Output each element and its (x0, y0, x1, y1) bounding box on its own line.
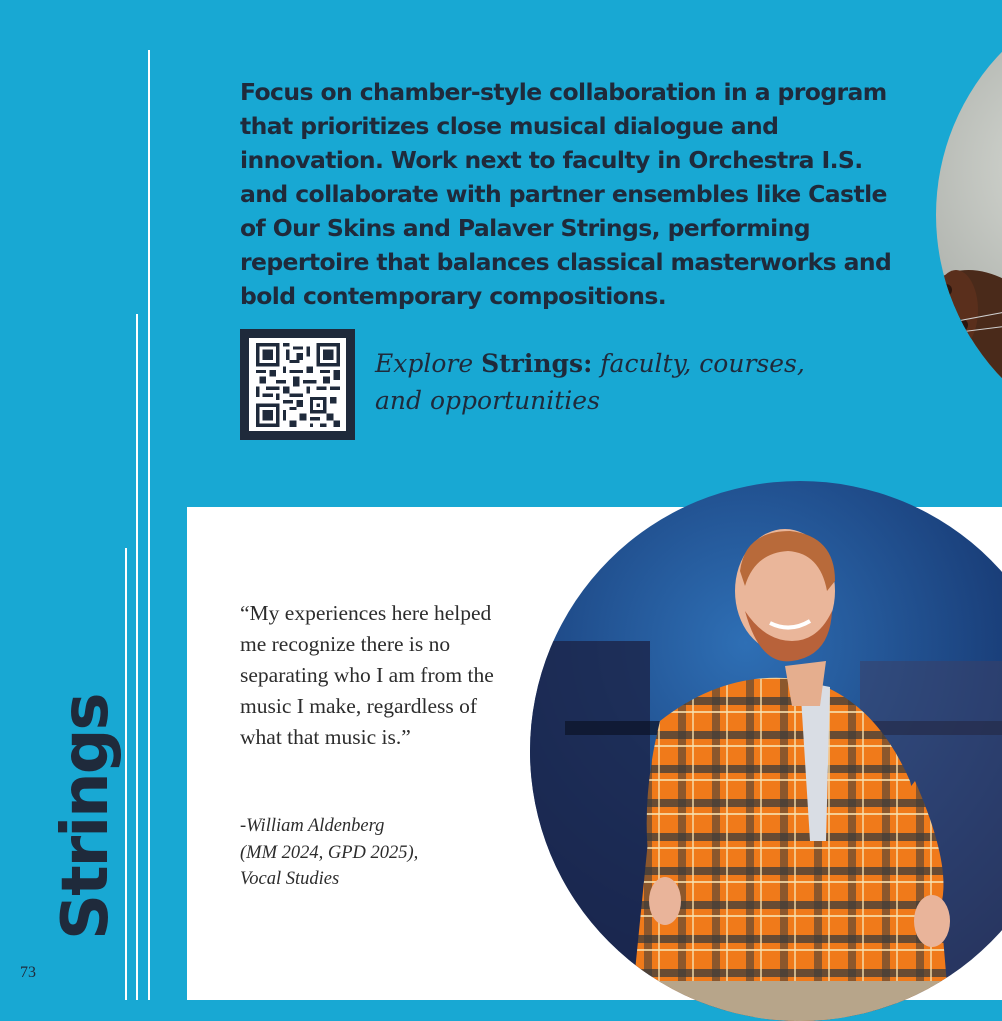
intro-paragraph: Focus on chamber-style collaboration in a program that prioritizes close musical dialogue and innovation. Work next to faculty in Orchestra I.S. and collaborate with partner ensembles like Castle of Our Skins and Palaver Strings, performing repertoire that balances classical masterworks and bold contemporary compositions. (240, 78, 892, 310)
explore-caption (375, 345, 855, 419)
attribution-name: -William Aldenberg (240, 816, 385, 836)
explore-rest: faculty, courses, and opportunities (375, 349, 805, 415)
qr-code-icon (255, 343, 341, 427)
qr-code[interactable] (240, 329, 355, 440)
explore-lead: Explore (375, 349, 474, 378)
decorative-line (136, 314, 138, 1000)
attribution-degree: (MM 2024, GPD 2025), (240, 842, 419, 863)
testimonial-quote: “My experiences here helped me recognize there is no separating who I am from the music I make, regardless of what that music is.” (240, 601, 494, 749)
attribution-department: Vocal Studies (240, 869, 340, 889)
violin-photo (936, 0, 1002, 450)
decorative-line (125, 548, 127, 1000)
decorative-line (148, 50, 150, 1000)
explore-emphasis: Strings: (481, 349, 593, 378)
testimonial-attribution (240, 813, 500, 893)
section-title: Strings (49, 694, 123, 940)
page-number: 73 (20, 964, 36, 981)
